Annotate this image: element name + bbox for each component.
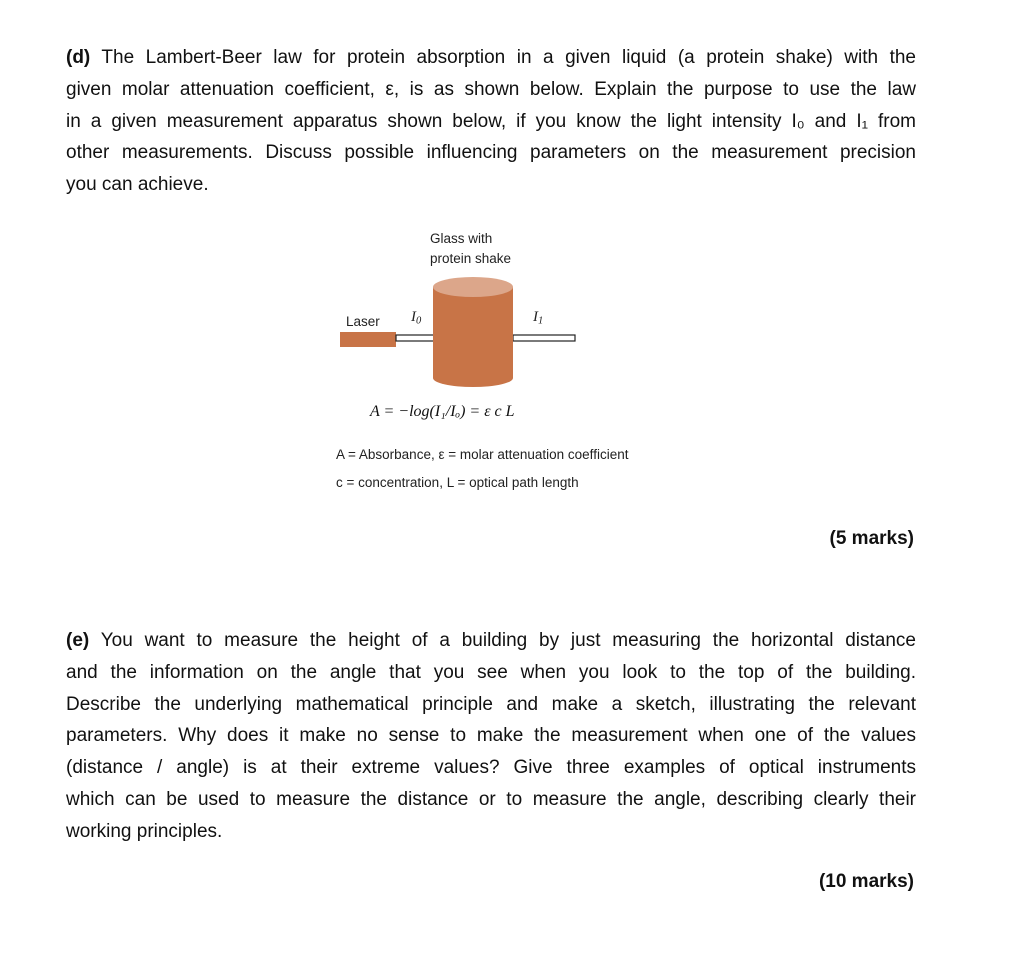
i1-label: $I_1$	[533, 309, 544, 327]
question-d-line-5: you can achieve.	[66, 174, 209, 196]
incident-beam	[396, 335, 434, 341]
glass-label-line2: protein shake	[430, 251, 512, 266]
laser-label: Laser	[346, 314, 380, 329]
glass-cylinder-icon	[433, 277, 513, 387]
marks-e: (10 marks)	[818, 871, 914, 892]
question-d-line-2: given molar attenuation coefficient, ε, is as shown below. Explain the purpose to use the law	[66, 78, 916, 100]
question-e-label: (e)	[66, 630, 90, 651]
laser-icon	[340, 332, 396, 347]
legend-line-1: A = Absorbance, ε = molar attenuation coefficient	[336, 447, 629, 462]
question-e-line-7: working principles.	[66, 820, 223, 842]
i0-label: $I_0$	[411, 309, 422, 327]
question-d-line-4: other measurements. Discuss possible influencing parameters on the measurement precision	[66, 142, 916, 164]
question-d-line-1: (d) The Lambert-Beer law for protein absorption in a given liquid (a protein shake) with the	[66, 47, 916, 68]
legend-line-2: c = concentration, L = optical path length	[336, 475, 579, 490]
marks-d: (5 marks)	[829, 528, 914, 549]
question-d	[66, 42, 916, 201]
question-e-line-4: parameters. Why does it make no sense to make the measurement when one of the values	[66, 725, 916, 747]
glass-label-line1: Glass with	[430, 231, 493, 246]
question-e-line-3: Describe the underlying mathematical principle and make a sketch, illustrating the relevant	[66, 693, 916, 715]
question-e	[66, 625, 916, 848]
lambert-beer-equation: A = −log(I₁/Iₒ) = ε c L	[370, 403, 515, 420]
question-d-label: (d)	[66, 47, 91, 68]
question-e-line-6: which can be used to measure the distance or to measure the angle, describing clearly their	[66, 788, 916, 810]
question-e-line-5: (distance / angle) is at their extreme values? Give three examples of optical instruments	[66, 757, 916, 779]
transmitted-beam	[513, 335, 575, 341]
question-e-line-1: (e) You want to measure the height of a building by just measuring the horizontal distance	[66, 630, 916, 651]
question-e-line-2: and the information on the angle that you see when you look to the top of the building.	[66, 661, 916, 683]
question-d-line-3: in a given measurement apparatus shown below, if you know the light intensity I₀ and I₁ from	[66, 110, 916, 132]
